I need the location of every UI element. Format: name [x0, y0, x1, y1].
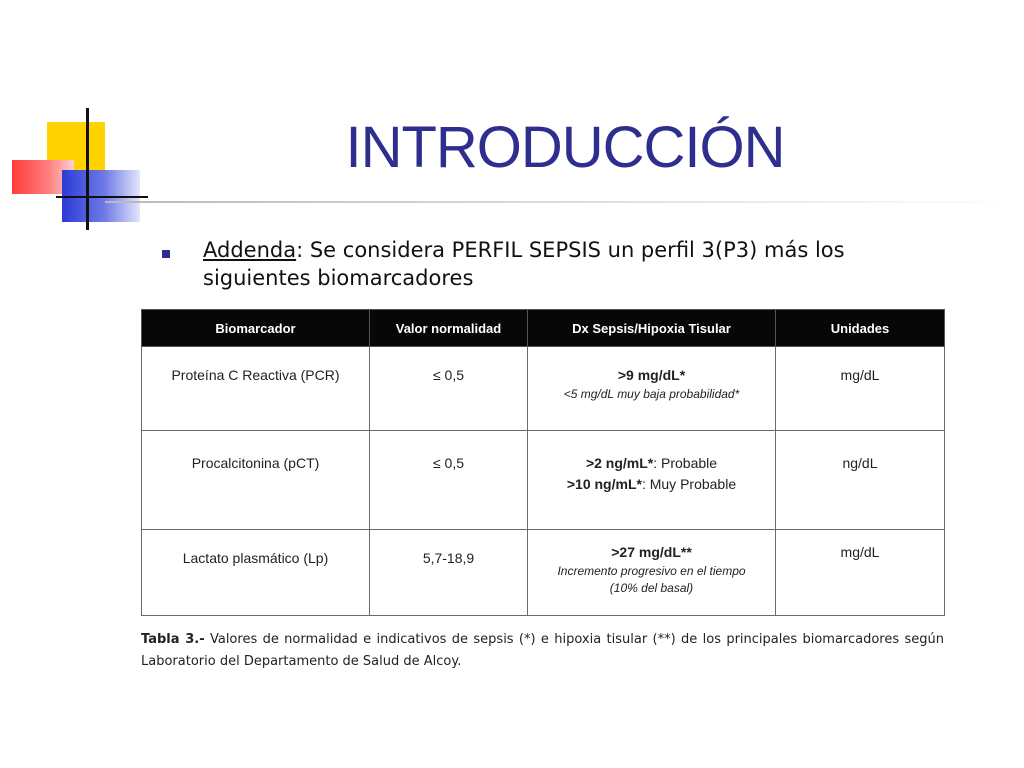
table-row [142, 347, 945, 431]
header-biomarcador: Biomarcador [142, 310, 370, 347]
cell-normal: ≤ 0,5 [370, 347, 528, 431]
cell-units: mg/dL [776, 347, 945, 431]
bullet-body: : Se considera PERFIL SEPSIS un perfil 3(P3) más los siguientes biomarcadores [203, 238, 845, 290]
dx-threshold: >10 ng/mL* [566, 476, 642, 492]
biomarker-table [141, 309, 945, 616]
dx-label: : Probable [653, 455, 718, 471]
cell-units: ng/dL [776, 431, 945, 530]
table-row [142, 530, 945, 616]
bullet-text [203, 236, 923, 292]
addenda-label: Addenda [203, 238, 297, 262]
table-row [142, 431, 945, 530]
cell-dx [528, 347, 776, 431]
horizontal-line [56, 196, 148, 198]
slide-title: INTRODUCCIÓN [345, 115, 785, 180]
dx-tertiary: (10% del basal) [609, 581, 694, 595]
header-valor-normalidad: Valor normalidad [370, 310, 528, 347]
cell-dx [528, 431, 776, 530]
cell-biomarker: Proteína C Reactiva (PCR) [142, 347, 370, 431]
caption-label: Tabla 3.- [141, 632, 205, 647]
cell-normal: ≤ 0,5 [370, 431, 528, 530]
dx-line-probable [529, 453, 774, 474]
square-bullet-icon [162, 250, 170, 258]
cell-biomarker: Procalcitonina (pCT) [142, 431, 370, 530]
cell-normal: 5,7-18,9 [370, 530, 528, 616]
caption-text: Valores de normalidad e indicativos de sepsis (*) e hipoxia tisular (**) de los principales biomarcadores según Laboratorio del Departamento de Salud de Alcoy. [141, 632, 944, 669]
dx-secondary: <5 mg/dL muy baja probabilidad* [563, 387, 740, 401]
table-caption [141, 629, 944, 673]
dx-label: : Muy Probable [641, 476, 737, 492]
header-dx-sepsis: Dx Sepsis/Hipoxia Tisular [528, 310, 776, 347]
dx-secondary: Incremento progresivo en el tiempo [557, 564, 746, 578]
corner-decoration [0, 0, 150, 240]
dx-line-muy-probable [529, 474, 774, 495]
title-divider [105, 201, 1024, 203]
cell-biomarker: Lactato plasmático (Lp) [142, 530, 370, 616]
cell-units: mg/dL [776, 530, 945, 616]
header-unidades: Unidades [776, 310, 945, 347]
dx-primary: >27 mg/dL** [611, 544, 692, 560]
dx-primary: >9 mg/dL* [617, 367, 686, 383]
cell-dx [528, 530, 776, 616]
table-header-row [142, 310, 945, 347]
dx-threshold: >2 ng/mL* [585, 455, 654, 471]
vertical-line [86, 108, 89, 230]
